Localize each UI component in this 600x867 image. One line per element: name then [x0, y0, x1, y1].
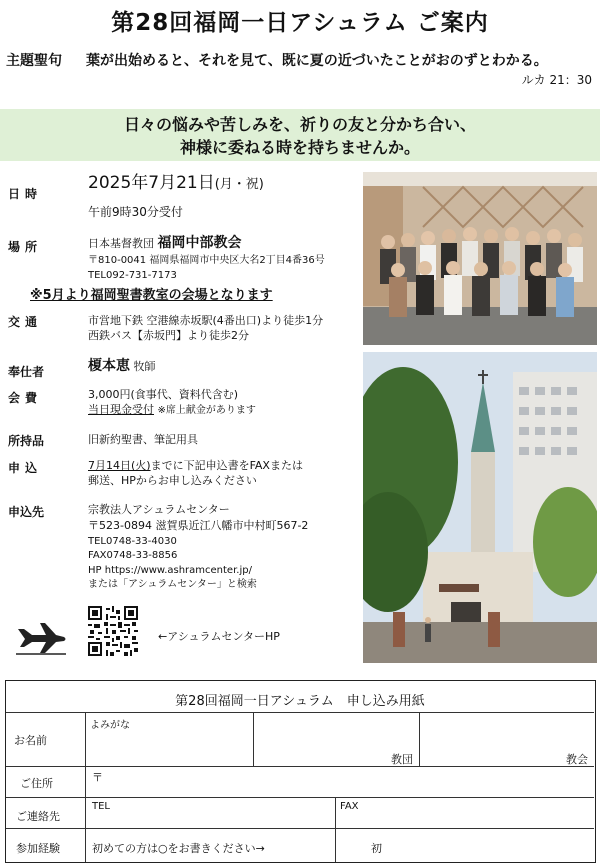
theme-verse: 葉が出始めると、それを見て、既に夏の近づいたことがおのずとわかる。 [86, 53, 548, 69]
furigana-label: よみがな [90, 720, 130, 731]
first-time-option[interactable]: 初 [371, 842, 382, 855]
application-form [5, 680, 596, 863]
form-divider [419, 712, 420, 766]
banner-line-2: 神様に委ねる時を持ちませんか。 [179, 138, 420, 157]
name-label: お名前 [14, 734, 47, 747]
tel-input[interactable] [116, 801, 330, 825]
contact-label: 申込先 [8, 505, 45, 519]
transport-line-1: 市営地下鉄 空港線赤坂駅(4番出口)より徒歩1分 [88, 314, 324, 327]
speaker-title: 牧師 [133, 360, 156, 373]
banner-line-1: 日々の悩みや苦しみを、祈りの友と分かち合い、 [123, 115, 476, 134]
qr-caption: ←アシュラムセンターHP [158, 630, 280, 643]
contact-fax: FAX0748-33-8856 [88, 550, 178, 561]
form-divider [85, 712, 86, 862]
experience-prompt: 初めての方は○をお書きください→ [92, 842, 265, 855]
venue-label: 場所 [8, 240, 43, 254]
experience-label: 参加経験 [16, 842, 60, 855]
theme-label: 主題聖句 [6, 53, 62, 69]
airplane-icon [14, 615, 68, 655]
form-divider [335, 797, 336, 862]
fee-label: 会費 [8, 391, 43, 405]
denomination-input[interactable] [258, 717, 384, 763]
fee-payment: 当日現金受付 [88, 403, 154, 416]
venue-tel: TEL092-731-7173 [88, 270, 177, 281]
application-line-1-rest: までに下記申込書をFAXまたは [150, 459, 303, 472]
form-divider [6, 797, 594, 798]
address-label: ご住所 [20, 777, 53, 790]
address-input[interactable] [106, 769, 586, 794]
form-divider [253, 712, 254, 766]
speaker-value [88, 359, 156, 374]
venue-name: 福岡中部教会 [157, 235, 242, 251]
contact-search: または「アシュラムセンター」と検索 [88, 579, 257, 590]
contact-hp[interactable]: HP https://www.ashramcenter.jp/ [88, 565, 252, 576]
datetime-label: 日時 [8, 187, 43, 201]
church-input[interactable] [424, 717, 560, 763]
application-deadline: 7月14日(火) [88, 459, 151, 472]
contact-address: 〒523-0894 滋賀県近江八幡市中村町567-2 [88, 519, 309, 532]
contact-org: 宗教法人アシュラムセンター [88, 503, 230, 516]
postal-mark: 〒 [92, 771, 103, 784]
fee-payment-note: ※席上献金があります [157, 405, 256, 416]
name-input[interactable] [91, 725, 249, 763]
belongings-value: 旧新約聖書、筆記用具 [88, 433, 198, 446]
form-title: 第28回福岡一日アシュラム 申し込み用紙 [175, 694, 425, 709]
application-label: 申込 [8, 461, 43, 475]
fax-label: FAX [340, 801, 359, 812]
application-line-1 [88, 458, 303, 473]
contact-field-label: ご連絡先 [16, 810, 60, 823]
venue-org: 日本基督教団 [88, 237, 154, 250]
transport-label: 交通 [8, 315, 43, 329]
form-divider [6, 766, 594, 767]
fee-payment-line [88, 402, 256, 418]
invitation-banner [0, 109, 600, 161]
form-divider [6, 712, 594, 713]
church-photo [363, 352, 597, 663]
event-date: 2025年7月21日 [88, 173, 215, 193]
qr-code-icon[interactable] [88, 606, 138, 656]
reception-time: 午前9時30分受付 [88, 205, 183, 219]
fee-amount: 3,000円(食事代、資料代含む) [88, 388, 239, 401]
venue-notice: ※5月より福岡聖書教室の会場となります [30, 288, 273, 303]
denomination-label: 教団 [391, 753, 413, 766]
church-label: 教会 [566, 753, 588, 766]
venue-name-line [88, 236, 242, 251]
datetime-value [88, 173, 264, 193]
fax-input[interactable] [366, 801, 588, 825]
speaker-name: 榎本恵 [88, 358, 130, 374]
page-title: 第28回福岡一日アシュラム ご案内 [111, 10, 489, 36]
tel-label: TEL [92, 801, 110, 812]
belongings-label: 所持品 [8, 434, 45, 448]
contact-tel: TEL0748-33-4030 [88, 536, 177, 547]
group-photo [363, 172, 597, 345]
transport-line-2: 西鉄バス【赤坂門】より徒歩2分 [88, 329, 249, 342]
venue-address: 〒810-0041 福岡県福岡市中央区大名2丁目4番36号 [88, 255, 325, 266]
theme-reference: ルカ 21：30 [521, 73, 592, 87]
speaker-label: 奉仕者 [8, 365, 45, 379]
form-divider [6, 828, 594, 829]
application-line-2: 郵送、HPからお申し込みください [88, 474, 257, 487]
event-weekday: (月・祝) [214, 177, 264, 192]
